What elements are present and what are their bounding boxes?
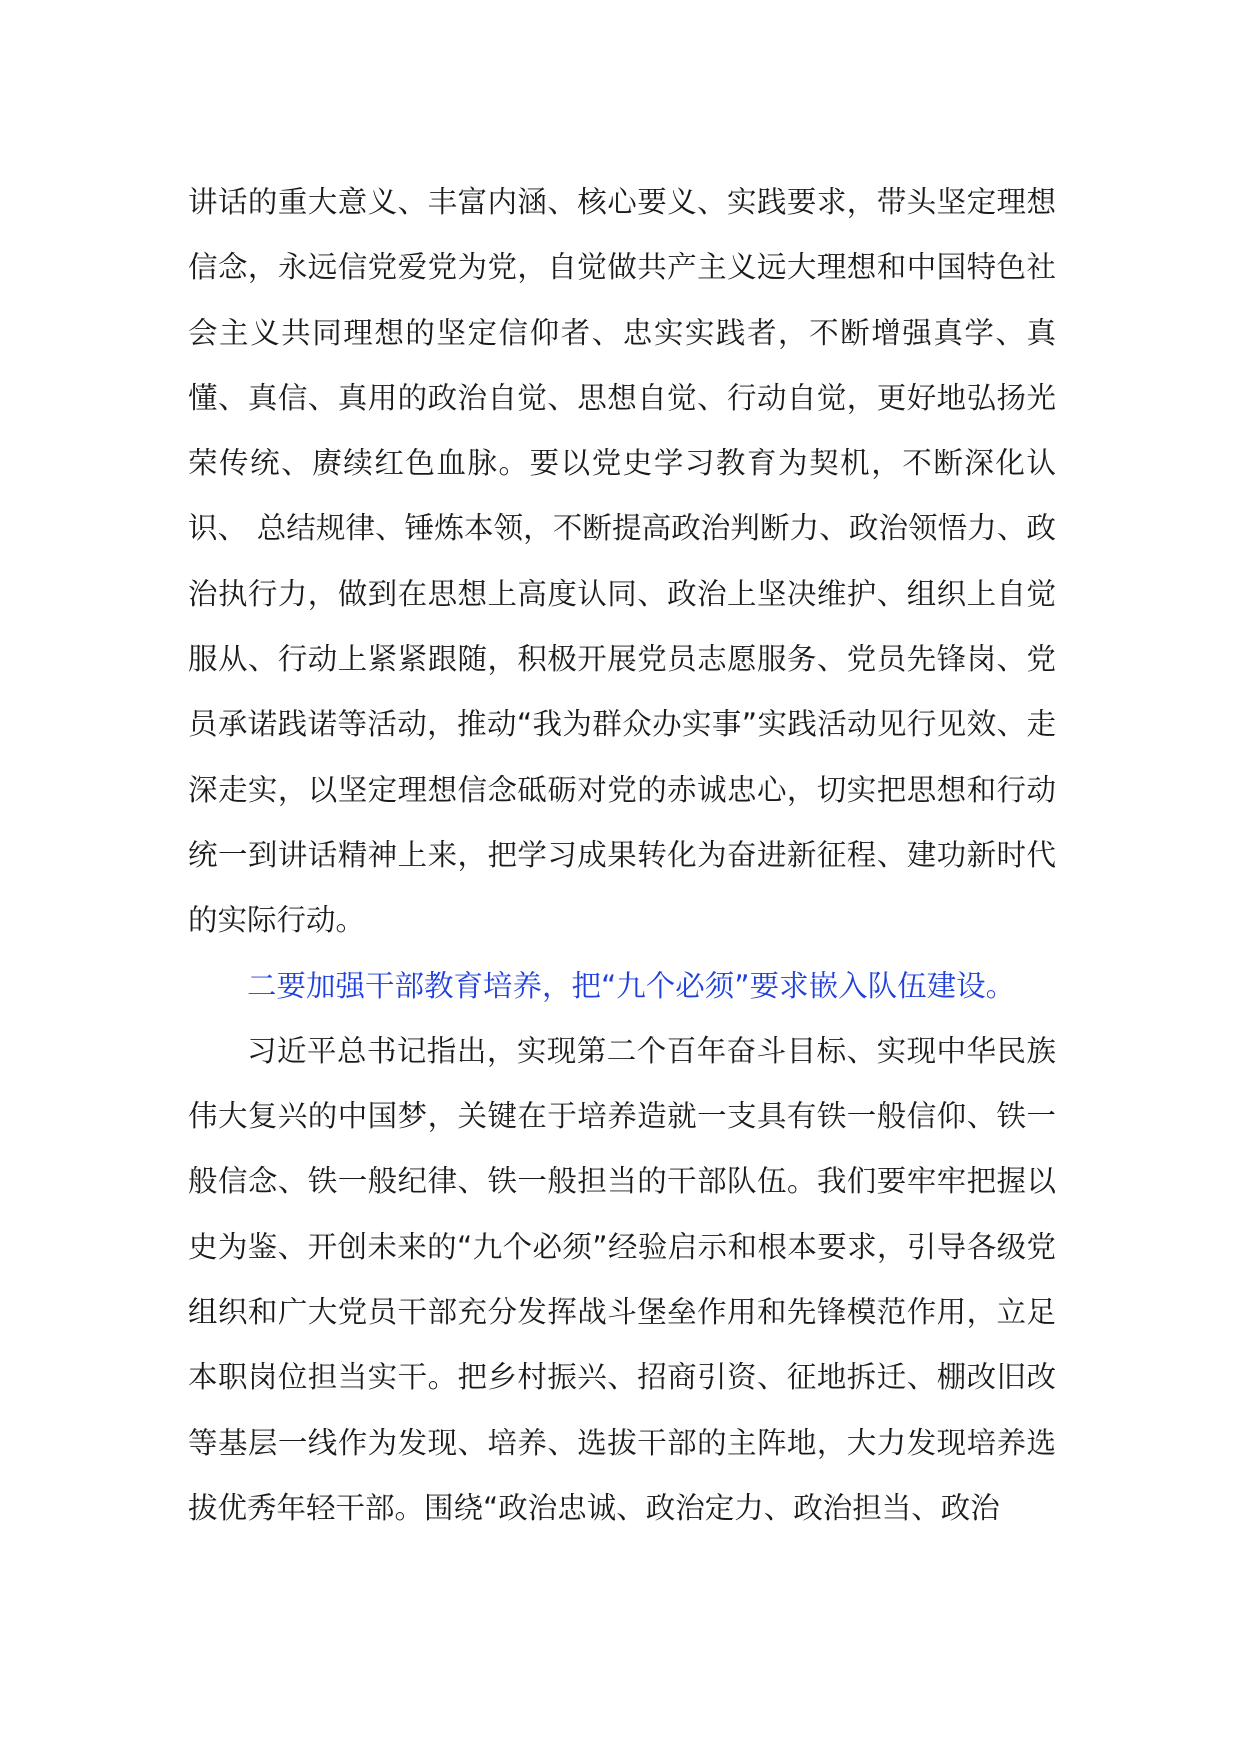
section-heading: 二要加强干部教育培养，把“九个必须”要求嵌入队伍建设。 (247, 968, 1016, 1003)
paragraph-continuation: 讲话的重大意义、丰富内涵、核心要义、实践要求，带头坚定理想信念，永远信党爱党为党，自觉做共产主义远大理想和中国特色社会主义共同理想的坚定信仰者、忠实实践者，不断增强真学、真懂、真信、真用的政治自觉、思想自觉、行动自觉，更好地弘扬光荣传统、赓续红色血脉。要以党史学习教育为契机，不断深化认识、 总结规律、锤炼本领，不断提高政治判断力、政治领悟力、政治执行力，做到在思想上高度认同、政治上坚决维护、组织上自觉服从、行动上紧紧跟随，积极开展党员志愿服务、党员先锋岗、党员承诺践诺等活动，推动“我为群众办实事”实践活动见行见效、走深走实，以坚定理想信念砥砺对党的赤诚忠心，切实把思想和行动统一到讲话精神上来，把学习成果转化为奋进新征程、建功新时代的实际行动。 (188, 185, 1056, 938)
document-body (188, 170, 1056, 1541)
paragraph-body: 习近平总书记指出，实现第二个百年奋斗目标、实现中华民族伟大复兴的中国梦，关键在于培养造就一支具有铁一般信仰、铁一般信念、铁一般纪律、铁一般担当的干部队伍。我们要牢牢把握以史为鉴、开创未来的“九个必须”经验启示和根本要求，引导各级党组织和广大党员干部充分发挥战斗堡垒作用和先锋模范作用，立足本职岗位担当实干。把乡村振兴、招商引资、征地拆迁、棚改旧改等基层一线作为发现、培养、选拔干部的主阵地，大力发现培养选拔优秀年轻干部。围绕“政治忠诚、政治定力、政治担当、政治 (188, 1033, 1056, 1525)
